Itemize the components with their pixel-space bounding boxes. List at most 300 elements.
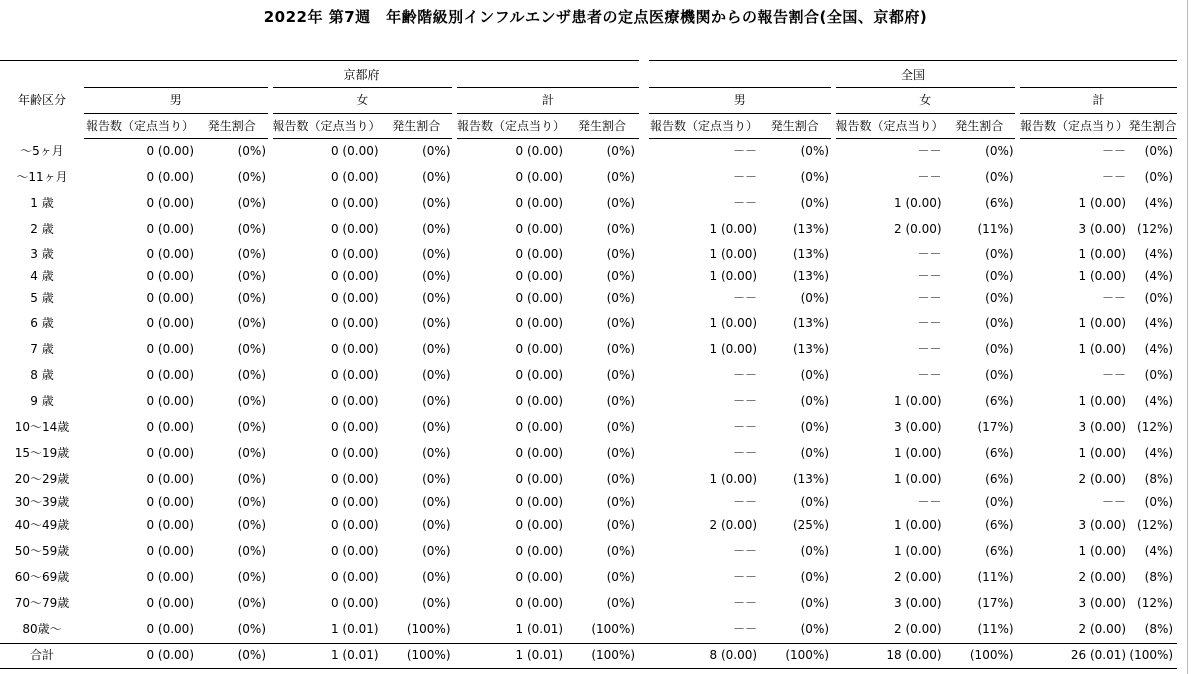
kyoto-rate-cell: (0%) [606,570,636,584]
national-rate-cell: (0%) [985,170,1014,184]
kyoto-count-cell: 0 (0.00) [146,544,194,558]
kyoto-count-cell: 0 (0.00) [515,247,564,261]
kyoto-count-cell: 0 (0.00) [146,316,194,330]
kyoto-count-cell: 1 (0.01) [455,643,566,668]
kyoto-rate-cell: (0%) [422,518,451,532]
national-count-cell: 1 (0.00) [1078,196,1127,210]
kyoto-count-cell: 0 (0.00) [330,222,379,236]
kyoto-rate-cell: (0%) [606,342,636,356]
kyoto-count-cell: 1 (0.01) [270,643,381,668]
kyoto-rate-cell: (100%) [381,643,455,668]
national-rate-cell: (0%) [800,144,830,159]
national-count-cell: 1 (0.00) [709,472,758,486]
age-cell: 60～69歳 [14,570,70,584]
kyoto-rate-cell: (0%) [237,544,266,558]
kyoto-count-cell: 0 (0.00) [146,394,194,408]
col-count-header: 報告数（定点当り） [833,114,944,139]
age-cell: 50～59歳 [14,544,70,558]
national-rate-cell: (13%) [792,247,830,261]
header-column-row [0,114,1177,139]
kyoto-count-cell: 0 (0.00) [515,144,564,159]
kyoto-count-cell: 0 (0.00) [330,170,379,184]
kyoto-count-cell: 0 (0.00) [515,196,564,210]
influenza-table [0,60,1177,669]
national-count-cell: 1 (0.00) [709,316,758,330]
table-body [0,139,1177,669]
kyoto-count-cell: 0 (0.00) [146,222,194,236]
age-cell: 6 歳 [30,316,54,330]
national-count-cell: －－ [733,291,758,305]
kyoto-female-header: 女 [270,88,455,114]
national-count-cell: －－ [733,495,758,509]
col-count-header: 報告数（定点当り） [84,114,196,139]
national-rate-cell: (4%) [1144,394,1174,408]
national-count-cell: －－ [733,596,758,610]
table-row [0,389,1177,415]
national-count-cell: 18 (0.00) [833,643,944,668]
national-count-cell: 1 (0.00) [709,269,758,283]
national-rate-cell: (0%) [800,394,830,408]
national-count-cell: －－ [733,170,758,184]
page-title: 2022年 第7週 年齢階級別インフルエンザ患者の定点医療機関からの報告割合(全国、京都府) [263,8,928,26]
national-count-cell: 2 (0.00) [1078,570,1127,584]
kyoto-count-cell: 0 (0.00) [515,544,564,558]
national-count-cell: －－ [1102,291,1127,305]
national-rate-cell: (0%) [1144,170,1174,184]
kyoto-rate-cell: (0%) [422,291,451,305]
age-cell: 15～19歳 [14,446,70,460]
national-rate-cell: (0%) [985,495,1014,509]
national-count-cell: 1 (0.00) [1078,342,1127,356]
national-rate-cell: (0%) [1144,144,1174,159]
national-count-cell: －－ [1102,170,1127,184]
age-cell: 1 歳 [30,196,54,210]
kyoto-rate-cell: (0%) [606,269,636,283]
national-count-cell: 1 (0.00) [1078,394,1127,408]
table-row [0,513,1177,539]
kyoto-rate-cell: (0%) [237,170,266,184]
national-count-cell: －－ [917,342,942,356]
age-cell: 5 歳 [30,291,54,305]
national-count-cell: 1 (0.00) [894,472,942,486]
kyoto-count-cell: 0 (0.00) [330,269,379,283]
national-rate-cell: (4%) [1144,446,1174,460]
region-kyoto-header: 京都府 [84,63,639,88]
kyoto-rate-cell: (0%) [422,544,451,558]
national-count-cell: 3 (0.00) [1078,420,1127,434]
national-rate-cell: (0%) [800,420,830,434]
national-count-cell: 1 (0.00) [709,247,758,261]
kyoto-rate-cell: (0%) [606,394,636,408]
national-count-cell: 3 (0.00) [894,596,942,610]
national-count-cell: 2 (0.00) [1078,622,1127,636]
age-cell: 合計 [0,643,84,668]
national-rate-cell: (0%) [985,269,1014,283]
national-rate-cell: (12%) [1137,596,1174,610]
national-count-cell: 1 (0.00) [894,196,942,210]
national-rate-cell: (8%) [1144,622,1174,636]
kyoto-count-cell: 0 (0.00) [330,144,379,159]
national-count-cell: 2 (0.00) [709,518,758,532]
kyoto-count-cell: 0 (0.00) [330,342,379,356]
kyoto-rate-cell: (0%) [237,596,266,610]
kyoto-rate-cell: (0%) [237,394,266,408]
table-row [0,217,1177,243]
table-row [0,337,1177,363]
national-rate-cell: (0%) [985,316,1014,330]
kyoto-rate-cell: (0%) [422,368,451,382]
age-cell: 30～39歳 [14,495,70,509]
kyoto-rate-cell: (0%) [237,291,266,305]
national-rate-cell: (0%) [800,596,830,610]
national-rate-cell: (4%) [1144,544,1174,558]
national-count-cell: 1 (0.00) [1078,544,1127,558]
kyoto-count-cell: 0 (0.00) [146,196,194,210]
kyoto-count-cell: 0 (0.00) [146,342,194,356]
kyoto-rate-cell: (0%) [237,269,266,283]
kyoto-count-cell: 0 (0.00) [146,622,194,636]
kyoto-rate-cell: (0%) [606,472,636,486]
national-rate-cell: (0%) [800,446,830,460]
kyoto-rate-cell: (0%) [237,420,266,434]
national-rate-cell: (6%) [985,446,1014,460]
national-count-cell: 2 (0.00) [894,222,942,236]
national-rate-cell: (0%) [800,170,830,184]
national-rate-cell: (13%) [792,269,830,283]
kyoto-count-cell: 0 (0.00) [146,570,194,584]
kyoto-count-cell: 0 (0.00) [330,518,379,532]
right-border [1187,0,1188,674]
kyoto-rate-cell: (0%) [606,596,636,610]
national-rate-cell: (12%) [1137,420,1174,434]
table-row [0,267,1177,287]
kyoto-count-cell: 1 (0.01) [515,622,564,636]
kyoto-count-cell: 0 (0.00) [515,472,564,486]
national-count-cell: －－ [733,196,758,210]
col-rate-header: 発生割合 [381,114,455,139]
kyoto-count-cell: 0 (0.00) [146,144,194,159]
national-rate-cell: (13%) [792,316,830,330]
national-rate-cell: (100%) [1128,643,1177,668]
national-rate-cell: (0%) [800,196,830,210]
national-count-cell: 1 (0.00) [1078,316,1127,330]
kyoto-count-cell: 0 (0.00) [146,518,194,532]
kyoto-rate-cell: (0%) [422,570,451,584]
kyoto-rate-cell: (100%) [565,643,639,668]
kyoto-count-cell: 0 (0.00) [515,291,564,305]
age-cell: 8 歳 [30,368,54,382]
table-row [0,565,1177,591]
kyoto-count-cell: 0 (0.00) [515,570,564,584]
kyoto-rate-cell: (0%) [237,196,266,210]
kyoto-rate-cell: (0%) [422,596,451,610]
national-count-cell: －－ [733,570,758,584]
kyoto-count-cell: 0 (0.00) [330,247,379,261]
kyoto-count-cell: 0 (0.00) [146,368,194,382]
col-rate-header: 発生割合 [196,114,270,139]
kyoto-count-cell: 0 (0.00) [515,596,564,610]
national-rate-cell: (6%) [985,518,1014,532]
kyoto-rate-cell: (0%) [237,472,266,486]
age-cell: 40～49歳 [14,518,70,532]
national-rate-cell: (0%) [800,291,830,305]
kyoto-rate-cell: (0%) [422,394,451,408]
table-row [0,591,1177,617]
national-count-cell: 3 (0.00) [1078,518,1127,532]
col-rate-header: 発生割合 [565,114,639,139]
kyoto-rate-cell: (0%) [422,342,451,356]
age-cell: ～11ヶ月 [16,170,68,184]
table-row [0,243,1177,267]
table-row [0,139,1177,165]
national-rate-cell: (0%) [985,247,1014,261]
national-rate-cell: (0%) [985,368,1014,382]
kyoto-rate-cell: (100%) [406,622,451,636]
national-rate-cell: (6%) [985,472,1014,486]
national-count-cell: 3 (0.00) [1078,596,1127,610]
kyoto-rate-cell: (0%) [237,316,266,330]
national-rate-cell: (6%) [985,394,1014,408]
kyoto-rate-cell: (0%) [422,170,451,184]
kyoto-rate-cell: (0%) [422,247,451,261]
kyoto-count-cell: 0 (0.00) [146,269,194,283]
col-count-header: 報告数（定点当り） [455,114,566,139]
national-rate-cell: (25%) [792,518,830,532]
kyoto-rate-cell: (0%) [422,446,451,460]
table-row [0,539,1177,565]
region-national-header: 全国 [649,63,1177,88]
kyoto-count-cell: 0 (0.00) [146,291,194,305]
table-row [0,467,1177,493]
header-region-row [0,63,1177,88]
kyoto-count-cell: 0 (0.00) [515,368,564,382]
national-count-cell: 2 (0.00) [894,622,942,636]
national-rate-cell: (4%) [1144,269,1174,283]
age-cell: 4 歳 [30,269,54,283]
national-rate-cell: (4%) [1144,316,1174,330]
kyoto-count-cell: 0 (0.00) [515,170,564,184]
national-rate-cell: (0%) [800,495,830,509]
kyoto-count-cell: 0 (0.00) [330,446,379,460]
kyoto-count-cell: 0 (0.00) [515,518,564,532]
national-count-cell: 1 (0.00) [894,518,942,532]
table-row [0,617,1177,644]
national-rate-cell: (12%) [1137,222,1174,236]
kyoto-count-cell: 0 (0.00) [146,446,194,460]
national-rate-cell: (0%) [800,622,830,636]
national-rate-cell: (0%) [1144,291,1174,305]
national-rate-cell: (17%) [977,596,1014,610]
kyoto-rate-cell: (0%) [237,144,266,159]
kyoto-count-cell: 0 (0.00) [515,269,564,283]
national-count-cell: 26 (0.01) [1018,643,1129,668]
table-row [0,441,1177,467]
national-rate-cell: (4%) [1144,342,1174,356]
kyoto-rate-cell: (0%) [237,622,266,636]
kyoto-count-cell: 0 (0.00) [330,472,379,486]
national-count-cell: －－ [733,144,758,159]
kyoto-count-cell: 0 (0.00) [330,596,379,610]
kyoto-rate-cell: (0%) [422,495,451,509]
national-rate-cell: (0%) [985,342,1014,356]
national-rate-cell: (6%) [985,544,1014,558]
kyoto-rate-cell: (0%) [606,170,636,184]
age-cell: ～5ヶ月 [20,144,64,158]
national-rate-cell: (0%) [800,368,830,382]
kyoto-rate-cell: (0%) [606,144,636,159]
national-rate-cell: (4%) [1144,247,1174,261]
kyoto-count-cell: 0 (0.00) [330,316,379,330]
total-row [0,643,1177,668]
kyoto-rate-cell: (0%) [237,495,266,509]
national-count-cell: 8 (0.00) [649,643,759,668]
age-cell: 10～14歳 [14,420,70,434]
national-count-cell: 1 (0.00) [1078,269,1127,283]
header-sex-row [0,88,1177,114]
col-count-header: 報告数（定点当り） [270,114,381,139]
national-rate-cell: (0%) [1144,368,1174,382]
kyoto-rate-cell: (0%) [422,472,451,486]
national-count-cell: －－ [1102,495,1127,509]
kyoto-rate-cell: (0%) [422,316,451,330]
kyoto-count-cell: 0 (0.00) [146,170,194,184]
kyoto-total-header: 計 [455,88,640,114]
national-count-cell: 1 (0.00) [709,342,758,356]
national-count-cell: －－ [1102,144,1127,159]
table-row [0,311,1177,337]
national-count-cell: 1 (0.00) [1078,247,1127,261]
table-row [0,363,1177,389]
national-count-cell: －－ [917,316,942,330]
national-rate-cell: (100%) [759,643,833,668]
col-count-header: 報告数（定点当り） [649,114,759,139]
table-row [0,191,1177,217]
kyoto-count-cell: 0 (0.00) [515,222,564,236]
col-rate-header: 発生割合 [759,114,833,139]
national-rate-cell: (11%) [977,222,1014,236]
age-cell: 80歳～ [22,622,62,636]
national-female-header: 女 [833,88,1018,114]
national-count-cell: －－ [917,247,942,261]
national-count-cell: －－ [733,394,758,408]
kyoto-count-cell: 0 (0.00) [330,368,379,382]
kyoto-rate-cell: (0%) [606,495,636,509]
national-rate-cell: (0%) [1144,495,1174,509]
kyoto-count-cell: 0 (0.00) [515,420,564,434]
kyoto-rate-cell: (0%) [606,222,636,236]
national-count-cell: －－ [917,269,942,283]
kyoto-rate-cell: (0%) [237,368,266,382]
kyoto-rate-cell: (100%) [591,622,636,636]
kyoto-count-cell: 0 (0.00) [146,247,194,261]
kyoto-count-cell: 0 (0.00) [515,446,564,460]
national-rate-cell: (8%) [1144,570,1174,584]
national-count-cell: 2 (0.00) [1078,472,1127,486]
kyoto-rate-cell: (0%) [196,643,270,668]
table-row [0,415,1177,441]
kyoto-rate-cell: (0%) [237,342,266,356]
kyoto-rate-cell: (0%) [422,196,451,210]
national-count-cell: －－ [733,368,758,382]
kyoto-count-cell: 0 (0.00) [515,316,564,330]
age-cell: 70～79歳 [14,596,70,610]
national-rate-cell: (100%) [944,643,1018,668]
col-rate-header: 発生割合 [944,114,1018,139]
kyoto-rate-cell: (0%) [422,420,451,434]
national-count-cell: 3 (0.00) [1078,222,1127,236]
kyoto-count-cell: 0 (0.00) [330,544,379,558]
kyoto-count-cell: 0 (0.00) [330,495,379,509]
kyoto-rate-cell: (0%) [237,446,266,460]
age-cell: 3 歳 [30,247,54,261]
age-cell: 7 歳 [30,342,54,356]
kyoto-count-cell: 0 (0.00) [146,420,194,434]
national-rate-cell: (11%) [977,570,1014,584]
col-count-header: 報告数（定点当り） [1018,114,1129,139]
kyoto-rate-cell: (0%) [606,368,636,382]
kyoto-rate-cell: (0%) [422,144,451,159]
national-rate-cell: (17%) [977,420,1014,434]
age-cell: 2 歳 [30,222,54,236]
national-total-header: 計 [1018,88,1178,114]
kyoto-count-cell: 0 (0.00) [330,394,379,408]
col-rate-header: 発生割合 [1128,114,1177,139]
kyoto-male-header: 男 [84,88,270,114]
kyoto-rate-cell: (0%) [237,570,266,584]
national-rate-cell: (4%) [1144,196,1174,210]
kyoto-rate-cell: (0%) [237,222,266,236]
national-male-header: 男 [649,88,833,114]
kyoto-count-cell: 1 (0.01) [330,622,379,636]
age-cell: 9 歳 [30,394,54,408]
kyoto-count-cell: 0 (0.00) [146,596,194,610]
kyoto-rate-cell: (0%) [422,269,451,283]
national-rate-cell: (8%) [1144,472,1174,486]
kyoto-count-cell: 0 (0.00) [146,472,194,486]
table-row [0,165,1177,191]
national-count-cell: 1 (0.00) [709,222,758,236]
kyoto-rate-cell: (0%) [237,518,266,532]
kyoto-rate-cell: (0%) [606,420,636,434]
national-count-cell: －－ [1102,368,1127,382]
national-rate-cell: (6%) [985,196,1014,210]
kyoto-rate-cell: (0%) [606,316,636,330]
national-count-cell: －－ [917,170,942,184]
national-count-cell: 1 (0.00) [894,394,942,408]
national-rate-cell: (13%) [792,472,830,486]
national-count-cell: －－ [733,446,758,460]
national-rate-cell: (0%) [800,570,830,584]
kyoto-count-cell: 0 (0.00) [146,495,194,509]
kyoto-count-cell: 0 (0.00) [330,570,379,584]
national-rate-cell: (12%) [1137,518,1174,532]
kyoto-rate-cell: (0%) [606,518,636,532]
kyoto-count-cell: 0 (0.00) [330,420,379,434]
national-rate-cell: (0%) [985,291,1014,305]
national-count-cell: －－ [917,144,942,159]
kyoto-rate-cell: (0%) [606,544,636,558]
national-count-cell: －－ [733,420,758,434]
kyoto-count-cell: 0 (0.00) [515,394,564,408]
kyoto-count-cell: 0 (0.00) [330,196,379,210]
national-rate-cell: (13%) [792,222,830,236]
kyoto-count-cell: 0 (0.00) [515,495,564,509]
national-count-cell: 2 (0.00) [894,570,942,584]
national-rate-cell: (0%) [985,144,1014,159]
kyoto-rate-cell: (0%) [606,291,636,305]
national-count-cell: －－ [917,495,942,509]
national-count-cell: －－ [733,544,758,558]
